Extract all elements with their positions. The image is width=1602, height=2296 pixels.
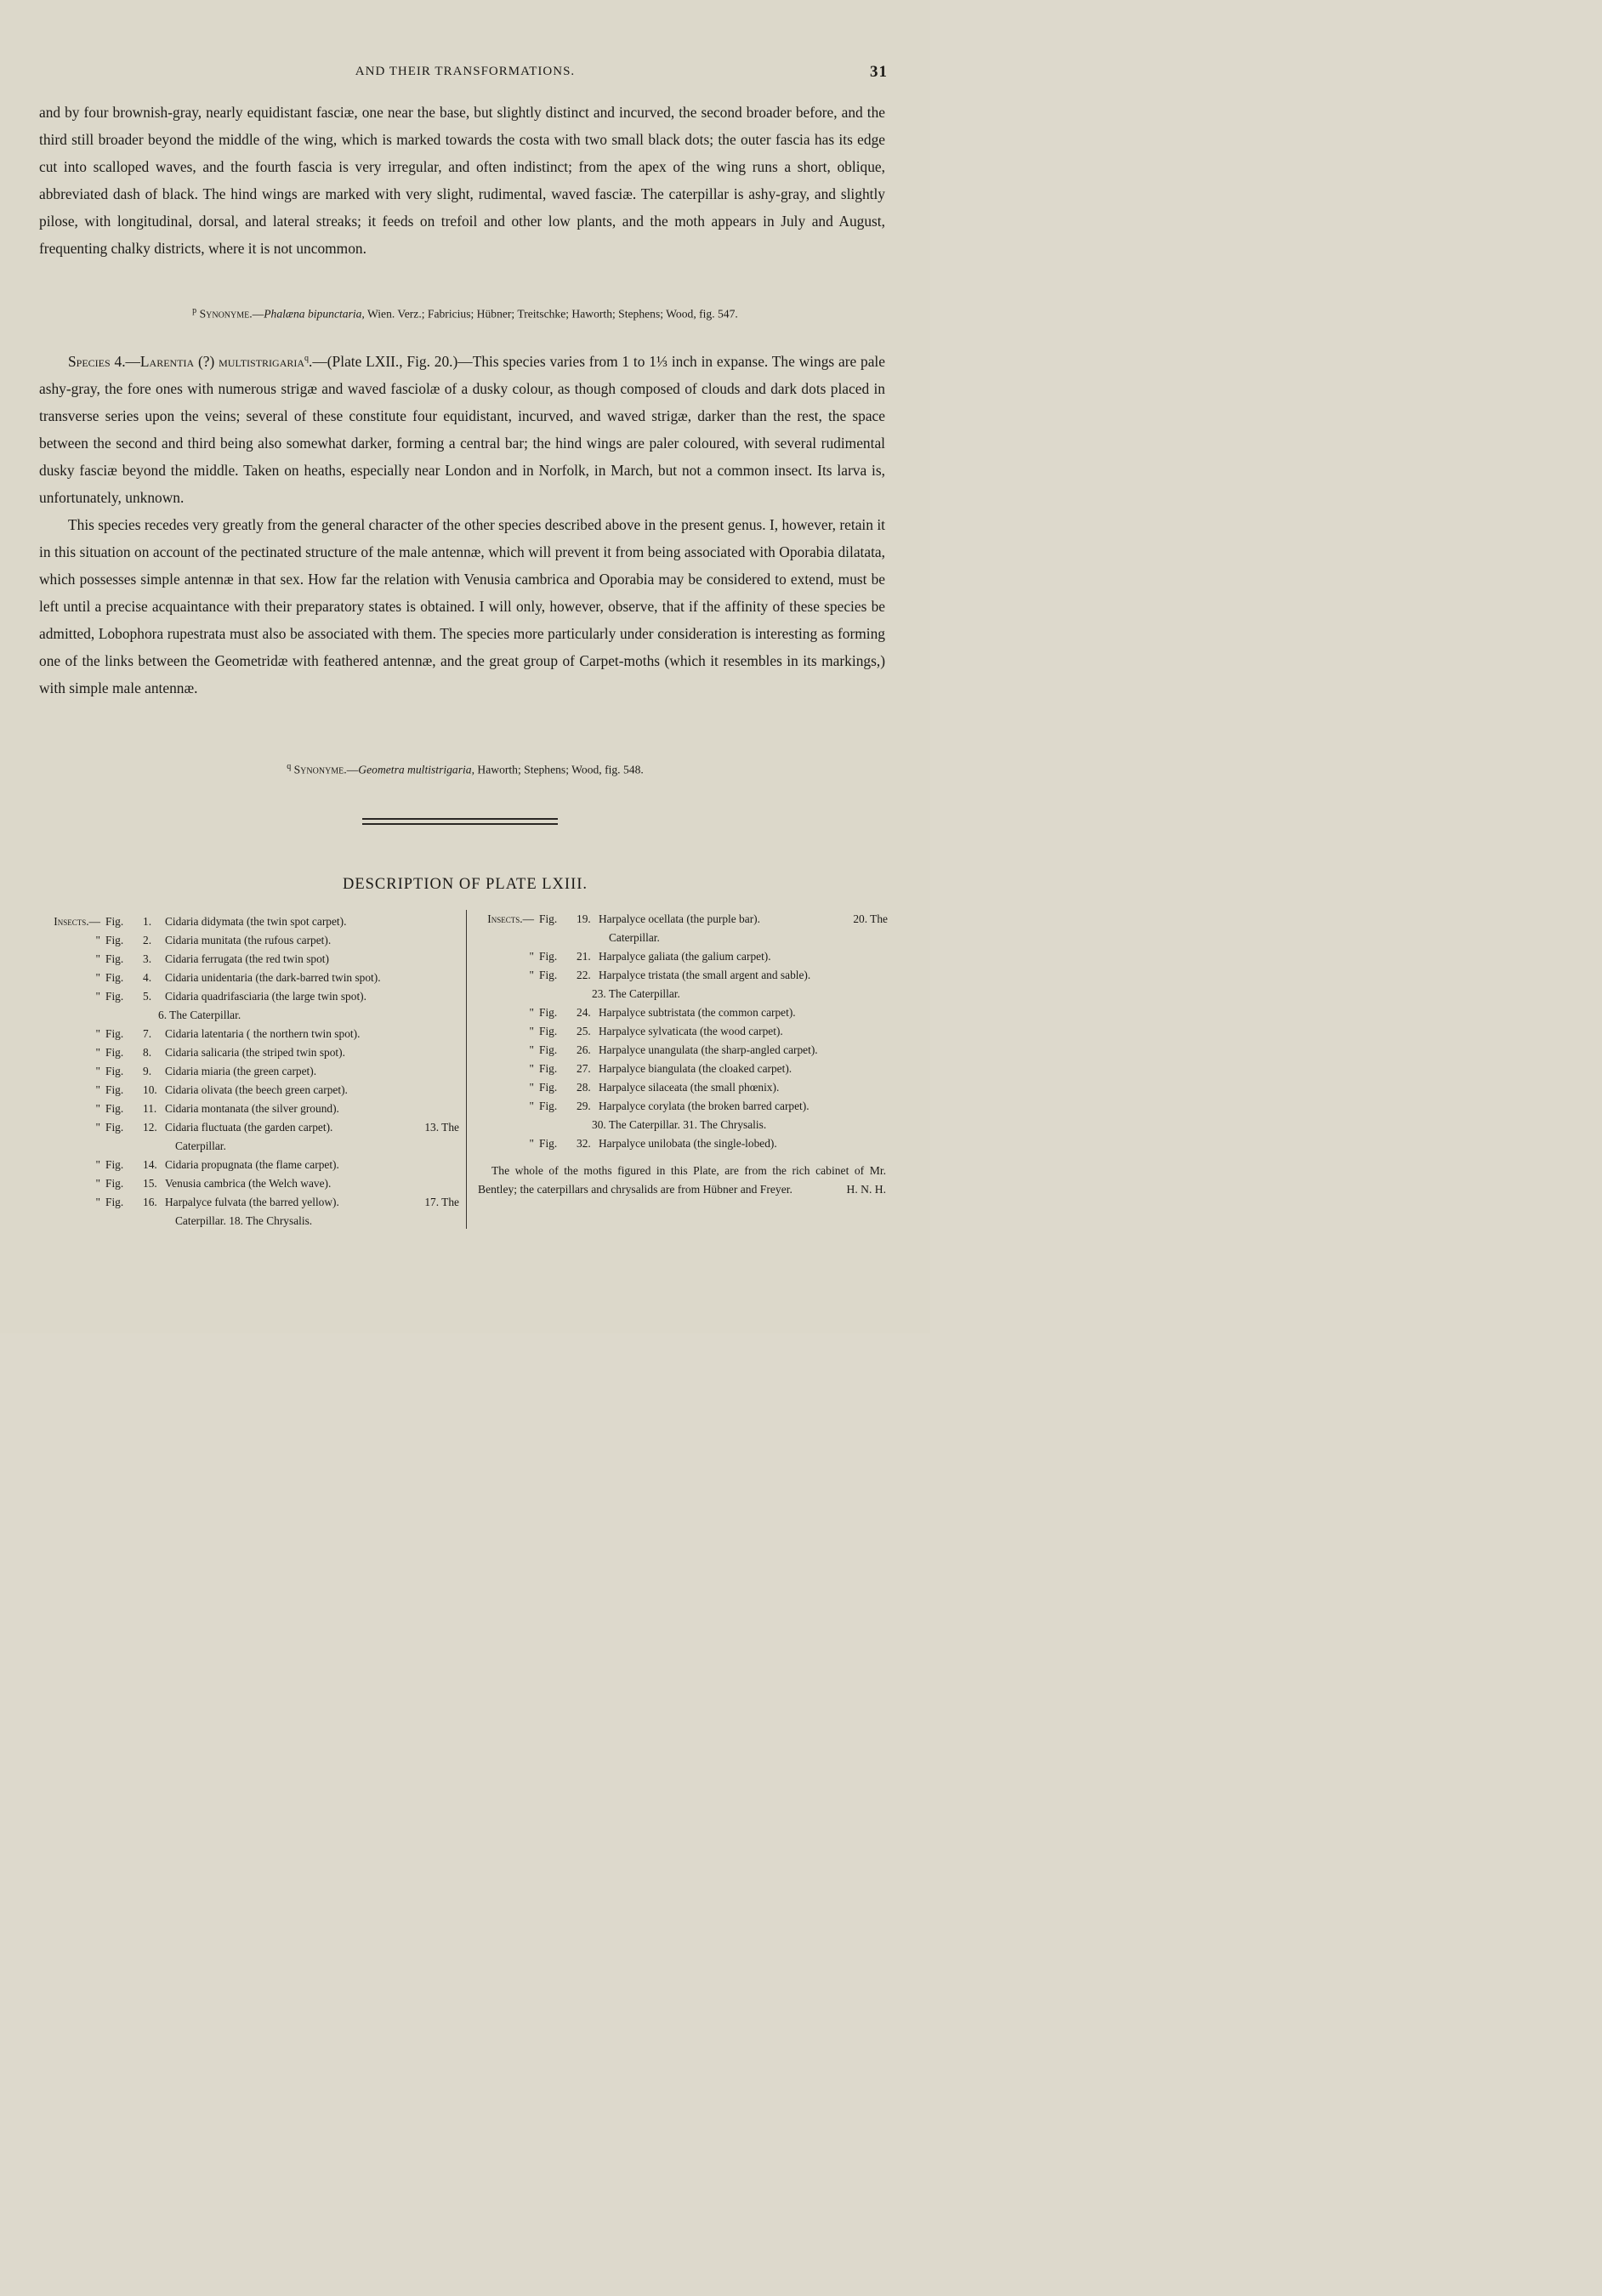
plate-closing-text: The whole of the moths figured in this Plate, are from the rich cabinet of Mr. Bentley; the caterpillars and chrysalids are from Hübner and Freyer.	[478, 1164, 886, 1196]
footnote-q-mark: q	[287, 762, 292, 771]
book-page	[0, 0, 930, 1333]
plate-row: Insects.— Fig. 19. Harpalyce ocellata (the purple bar). 20. The	[476, 910, 888, 929]
ditto-mark: "	[529, 1025, 534, 1037]
plate-entry-text: Harpalyce tristata (the small argent and sable).	[599, 969, 811, 981]
species-footnote-mark: q	[304, 354, 310, 363]
species-paragraph	[39, 345, 885, 702]
plate-entry-text: Cidaria salicaria (the striped twin spot).	[165, 1046, 345, 1059]
plate-row: " Fig. 5. Cidaria quadrifasciaria (the large twin spot).	[39, 987, 459, 1006]
footnote-q-rest: Haworth; Stephens; Wood, fig. 548.	[474, 763, 644, 776]
plate-row: Insects.— Fig. 1. Cidaria didymata (the twin spot carpet).	[39, 912, 459, 931]
plate-entry-continuation: Caterpillar.	[175, 1139, 226, 1152]
plate-entry-trail: 20. The	[853, 912, 888, 925]
ditto-mark: "	[529, 1137, 534, 1150]
footnote-q: $^q$ Synonyme.—Geometra multistrigaria, Haworth; Stephens; Wood, fig. 548.	[287, 762, 644, 776]
ditto-mark: "	[95, 990, 100, 1003]
plate-list-right	[476, 910, 888, 1153]
plate-entry-text: Cidaria munitata (the rufous carpet).	[165, 934, 332, 946]
paragraph-3: This species recedes very greatly from the general character of the other species described above in the present genus. I, however, retain it in this situation on account of the pectinated structure of the male antennæ, which will prevent it from being associated with Oporabia dilatata, which possesses simple antennæ in that sex. How far the relation with Venusia cambrica and Oporabia may be considered to extend, must be left until a precise acquaintance with their preparatory states is obtained. I will only, however, observe, that if the affinity of these species be admitted, Lobophora rupestrata must also be associated with them. The species more particularly under consideration is interesting as forming one of the links between the Geometridæ with feathered antennæ, and the great group of Carpet-moths (which it resembles in its markings,) with simple male antennæ.	[39, 515, 885, 696]
plate-entry-text: Cidaria fluctuata (the garden carpet).	[165, 1121, 333, 1134]
ditto-mark: "	[95, 1046, 100, 1059]
plate-row: " Fig. 24. Harpalyce subtristata (the common carpet).	[476, 1003, 888, 1022]
footnote-p: $^p$ Synonyme.—Phalæna bipunctaria, Wien. Verz.; Fabricius; Hübner; Treitschke; Haworth; Stephens; Wood, fig. 547.	[192, 306, 738, 321]
plate-entry-text: Cidaria propugnata (the flame carpet).	[165, 1158, 339, 1171]
ditto-mark: "	[529, 969, 534, 981]
plate-row: " Fig. 8. Cidaria salicaria (the striped twin spot).	[39, 1043, 459, 1062]
insects-label: Insects.—	[54, 915, 100, 928]
footnote-q-label: Synonyme.	[293, 763, 347, 776]
plate-closing-note	[478, 1162, 886, 1199]
plate-entry-text: Harpalyce ocellata (the purple bar).	[599, 912, 760, 925]
footnote-q-italic: Geometra multistrigaria,	[358, 763, 474, 776]
plate-row: " Fig. 15. Venusia cambrica (the Welch wave).	[39, 1174, 459, 1193]
plate-title: DESCRIPTION OF PLATE LXIII.	[342, 876, 588, 893]
ditto-mark: "	[95, 1158, 100, 1171]
footnote-p-label: Synonyme.	[199, 307, 253, 321]
ditto-mark: "	[529, 1081, 534, 1094]
plate-entry-text: Cidaria latentaria ( the northern twin spot).	[165, 1027, 361, 1040]
ditto-mark: "	[529, 1043, 534, 1056]
plate-entry-continuation: Caterpillar. 18. The Chrysalis.	[175, 1214, 313, 1227]
plate-row: " Fig. 12. Cidaria fluctuata (the garden carpet). 13. The	[39, 1118, 459, 1137]
plate-entry-continuation: 30. The Caterpillar. 31. The Chrysalis.	[592, 1118, 767, 1131]
ditto-mark: "	[95, 1083, 100, 1096]
running-head: AND THEIR TRANSFORMATIONS.	[355, 65, 576, 78]
plate-entry-text: Venusia cambrica (the Welch wave).	[165, 1177, 332, 1190]
species-heading: Species 4.—Larentia (?) multistrigaria	[68, 352, 305, 370]
plate-row: " Fig. 14. Cidaria propugnata (the flame carpet).	[39, 1156, 459, 1174]
plate-entry-text: Harpalyce corylata (the broken barred carpet).	[599, 1100, 810, 1112]
plate-entry-text: Cidaria olivata (the beech green carpet).	[165, 1083, 348, 1096]
plate-row: " Fig. 27. Harpalyce biangulata (the cloaked carpet).	[476, 1060, 888, 1078]
paragraph-1	[39, 99, 885, 262]
plate-entry-text: Harpalyce unilobata (the single-lobed).	[599, 1137, 777, 1150]
ditto-mark: "	[95, 971, 100, 984]
plate-row: " Fig. 3. Cidaria ferrugata (the red twin spot)	[39, 950, 459, 969]
plate-entry-text: Harpalyce galiata (the galium carpet).	[599, 950, 771, 963]
plate-row: " Fig. 10. Cidaria olivata (the beech green carpet).	[39, 1081, 459, 1100]
author-initials: H. N. H.	[846, 1183, 886, 1196]
plate-entry-text: Harpalyce fulvata (the barred yellow).	[165, 1196, 339, 1208]
plate-entry-text: Harpalyce silaceata (the small phœnix).	[599, 1081, 780, 1094]
ditto-mark: "	[95, 1065, 100, 1077]
plate-entry-trail: 17. The	[424, 1196, 459, 1208]
plate-entry-continuation: Caterpillar.	[609, 931, 660, 944]
plate-row: " Fig. 9. Cidaria miaria (the green carpet).	[39, 1062, 459, 1081]
ditto-mark: "	[95, 1027, 100, 1040]
plate-entry-text: Harpalyce unangulata (the sharp-angled carpet).	[599, 1043, 818, 1056]
plate-row: " Fig. 11. Cidaria montanata (the silver ground).	[39, 1100, 459, 1118]
plate-row: " Fig. 26. Harpalyce unangulata (the sharp-angled carpet).	[476, 1041, 888, 1060]
insects-label: Insects.—	[487, 912, 534, 925]
plate-row: " Fig. 22. Harpalyce tristata (the small argent and sable).	[476, 966, 888, 985]
footnote-p-mark: p	[192, 306, 197, 315]
plate-row: " Fig. 21. Harpalyce galiata (the galium carpet).	[476, 947, 888, 966]
plate-entry-text: Cidaria ferrugata (the red twin spot)	[165, 952, 329, 965]
plate-entry-text: Cidaria unidentaria (the dark-barred twin spot).	[165, 971, 381, 984]
ditto-mark: "	[529, 1100, 534, 1112]
ditto-mark: "	[95, 934, 100, 946]
plate-entry-continuation: 23. The Caterpillar.	[592, 987, 680, 1000]
plate-row: " Fig. 32. Harpalyce unilobata (the single-lobed).	[476, 1134, 888, 1153]
plate-entry-text: Harpalyce biangulata (the cloaked carpet).	[599, 1062, 792, 1075]
ditto-mark: "	[529, 950, 534, 963]
double-rule-top	[362, 818, 558, 820]
double-rule-bottom	[362, 823, 558, 825]
plate-row: " Fig. 4. Cidaria unidentaria (the dark-barred twin spot).	[39, 969, 459, 987]
column-divider	[466, 910, 467, 1229]
plate-entry-text: Cidaria didymata (the twin spot carpet).	[165, 915, 347, 928]
plate-row: " Fig. 29. Harpalyce corylata (the broken barred carpet).	[476, 1097, 888, 1116]
ditto-mark: "	[95, 1102, 100, 1115]
plate-row: " Fig. 16. Harpalyce fulvata (the barred yellow). 17. The	[39, 1193, 459, 1212]
ditto-mark: "	[95, 1177, 100, 1190]
page-number: 31	[870, 63, 888, 81]
plate-entry-text: Harpalyce sylvaticata (the wood carpet).	[599, 1025, 783, 1037]
plate-entry-trail: 13. The	[424, 1121, 459, 1134]
paragraph-1-text: and by four brownish-gray, nearly equidistant fasciæ, one near the base, but slightly distinct and incurved, the second broader before, and the third still broader beyond the middle of the wing, which is marked towards the costa with two small black dots; the outer fascia has its edge cut into scalloped waves, and the fourth fascia is very irregular, and often indistinct; from the apex of the wing runs a short, oblique, abbreviated dash of black. The hind wings are marked with very slight, rudimental, waved fasciæ. The caterpillar is ashy-gray, and slightly pilose, with longitudinal, dorsal, and lateral streaks; it feeds on trefoil and other low plants, and the moth appears in July and August, frequenting chalky districts, where it is not uncommon.	[39, 104, 885, 257]
plate-row: " Fig. 2. Cidaria munitata (the rufous carpet).	[39, 931, 459, 950]
plate-row: " Fig. 28. Harpalyce silaceata (the small phœnix).	[476, 1078, 888, 1097]
plate-row: " Fig. 25. Harpalyce sylvaticata (the wood carpet).	[476, 1022, 888, 1041]
footnote-p-rest: Wien. Verz.; Fabricius; Hübner; Treitschke; Haworth; Stephens; Wood, fig. 547.	[364, 307, 738, 321]
ditto-mark: "	[95, 1121, 100, 1134]
ditto-mark: "	[95, 952, 100, 965]
plate-entry-continuation: 6. The Caterpillar.	[158, 1009, 241, 1021]
plate-entry-text: Cidaria quadrifasciaria (the large twin spot).	[165, 990, 366, 1003]
plate-entry-text: Harpalyce subtristata (the common carpet).	[599, 1006, 796, 1019]
footnote-p-italic: Phalæna bipunctaria,	[264, 307, 365, 321]
ditto-mark: "	[95, 1196, 100, 1208]
ditto-mark: "	[529, 1062, 534, 1075]
species-text: .—(Plate LXII., Fig. 20.)—This species varies from 1 to 1⅓ inch in expanse. The wings are pale ashy-gray, the fore ones with numerous strigæ and waved fasciolæ of a dusky colour, as though composed of clouds and dark dots placed in transverse series upon the veins; several of these constitute four equidistant, incurved, and waved strigæ, darker than the rest, the space between the second and third being also somewhat darker, forming a central bar; the hind wings are paler coloured, with several rudimental dusky fasciæ beyond the middle. Taken on heaths, especially near London and in Norfolk, in March, but not a common insect. Its larva is, unfortunately, unknown.	[39, 352, 885, 506]
plate-entry-text: Cidaria miaria (the green carpet).	[165, 1065, 317, 1077]
plate-entry-text: Cidaria montanata (the silver ground).	[165, 1102, 339, 1115]
ditto-mark: "	[529, 1006, 534, 1019]
plate-list-left	[39, 912, 459, 1230]
plate-row: " Fig. 7. Cidaria latentaria ( the northern twin spot).	[39, 1025, 459, 1043]
